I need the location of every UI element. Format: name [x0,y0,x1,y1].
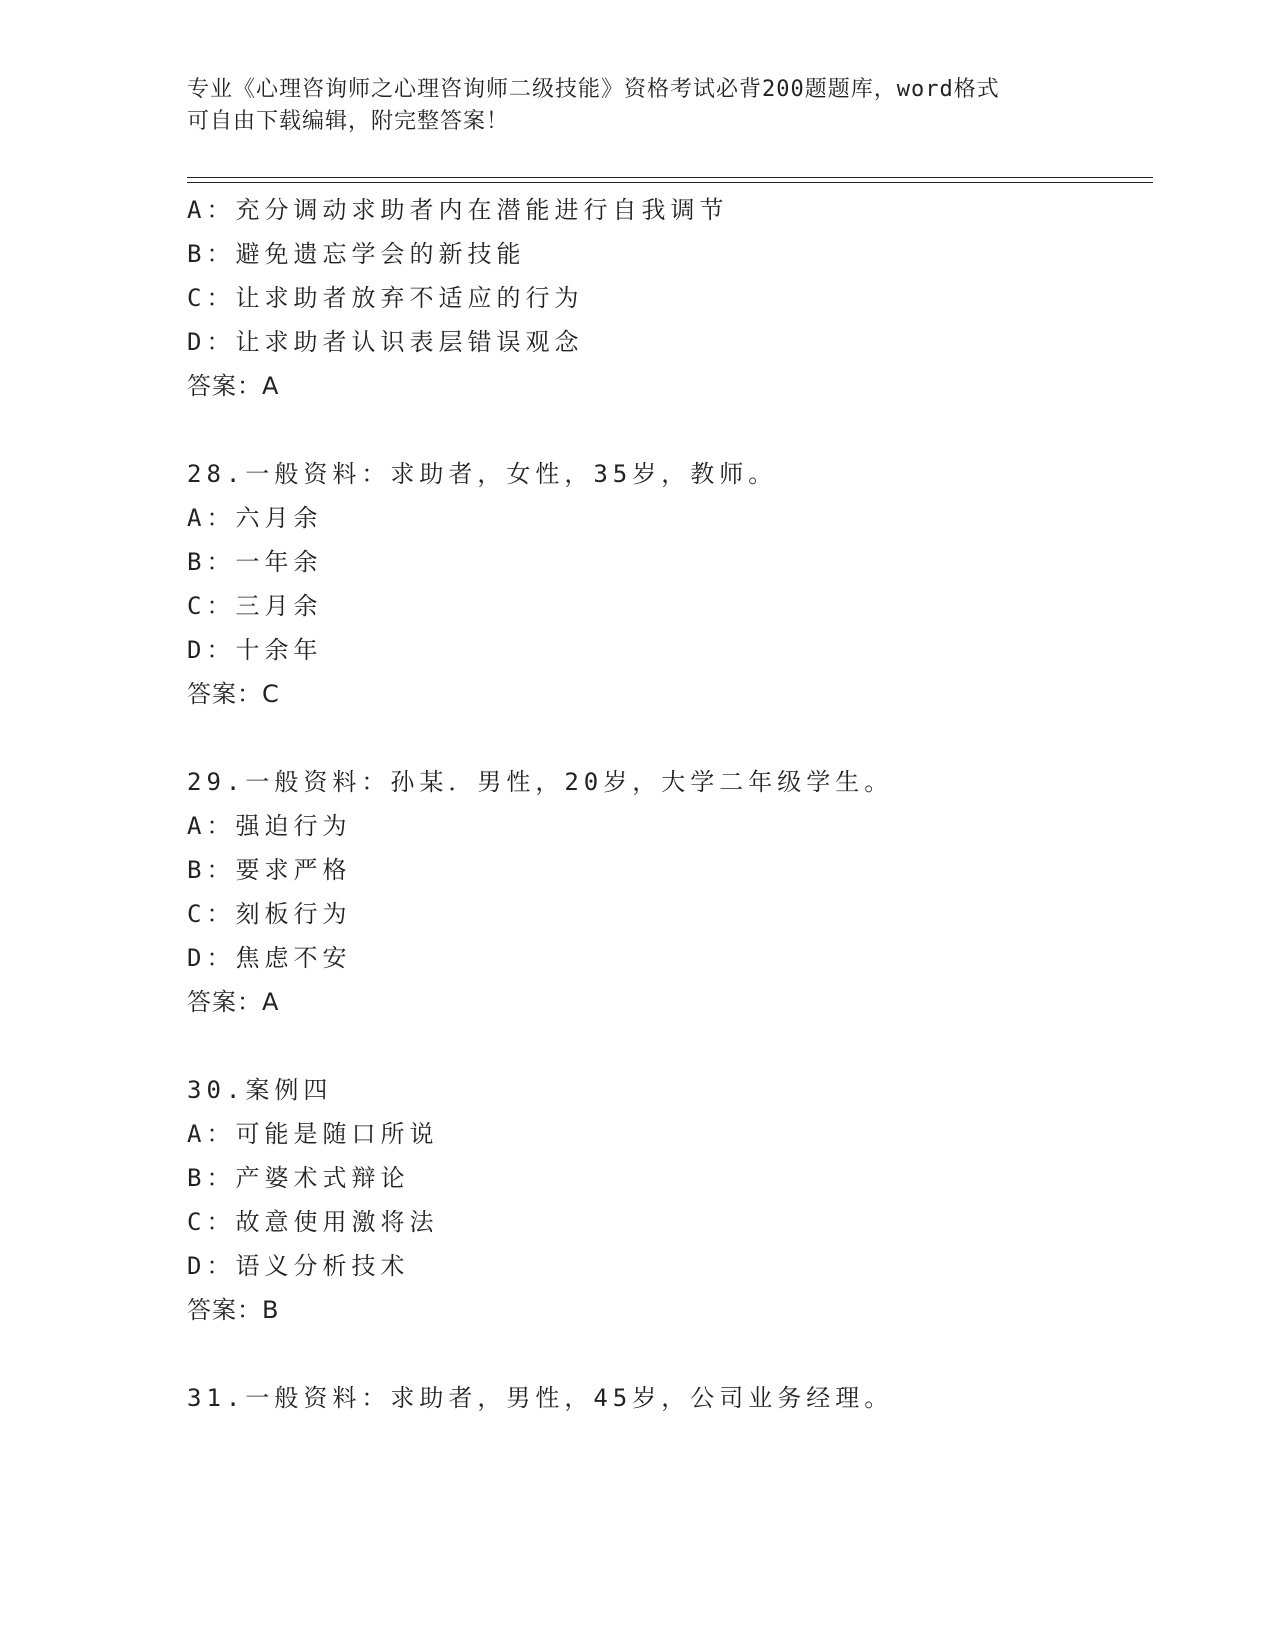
option-d: D：让求助者认识表层错误观念 [187,328,584,356]
answer-line: 答案：A [187,372,280,400]
option-d: D：十余年 [187,636,323,664]
option-a: A：六月余 [187,504,323,532]
question-stem: 30.案例四 [187,1076,333,1104]
question-stem: 28.一般资料：求助者，女性，35岁，教师。 [187,460,778,488]
option-d: D：语义分析技术 [187,1252,410,1280]
option-c: C：让求助者放弃不适应的行为 [187,284,584,312]
header-title-line-1: 专业《心理咨询师之心理咨询师二级技能》资格考试必背200题题库，word格式 [187,77,1000,102]
option-a: A：充分调动求助者内在潜能进行自我调节 [187,196,729,224]
question-stem: 31.一般资料：求助者，男性，45岁，公司业务经理。 [187,1384,894,1412]
answer-line: 答案：A [187,988,280,1016]
option-d: D：焦虑不安 [187,944,352,972]
option-c: C：故意使用激将法 [187,1208,439,1236]
option-b: B：避免遗忘学会的新技能 [187,240,526,268]
answer-line: 答案：B [187,1296,280,1324]
option-b: B：产婆术式辩论 [187,1164,410,1192]
question-stem: 29.一般资料：孙某．男性，20岁，大学二年级学生。 [187,768,894,796]
header-divider-bottom [187,182,1153,183]
header-divider-top [187,177,1153,178]
option-b: B：要求严格 [187,856,352,884]
answer-line: 答案：C [187,680,280,708]
option-b: B：一年余 [187,548,323,576]
option-a: A：可能是随口所说 [187,1120,439,1148]
option-c: C：三月余 [187,592,323,620]
header-title-line-2: 可自由下载编辑，附完整答案！ [187,109,510,134]
document-header [187,74,1087,138]
option-c: C：刻板行为 [187,900,352,928]
option-a: A：强迫行为 [187,812,352,840]
